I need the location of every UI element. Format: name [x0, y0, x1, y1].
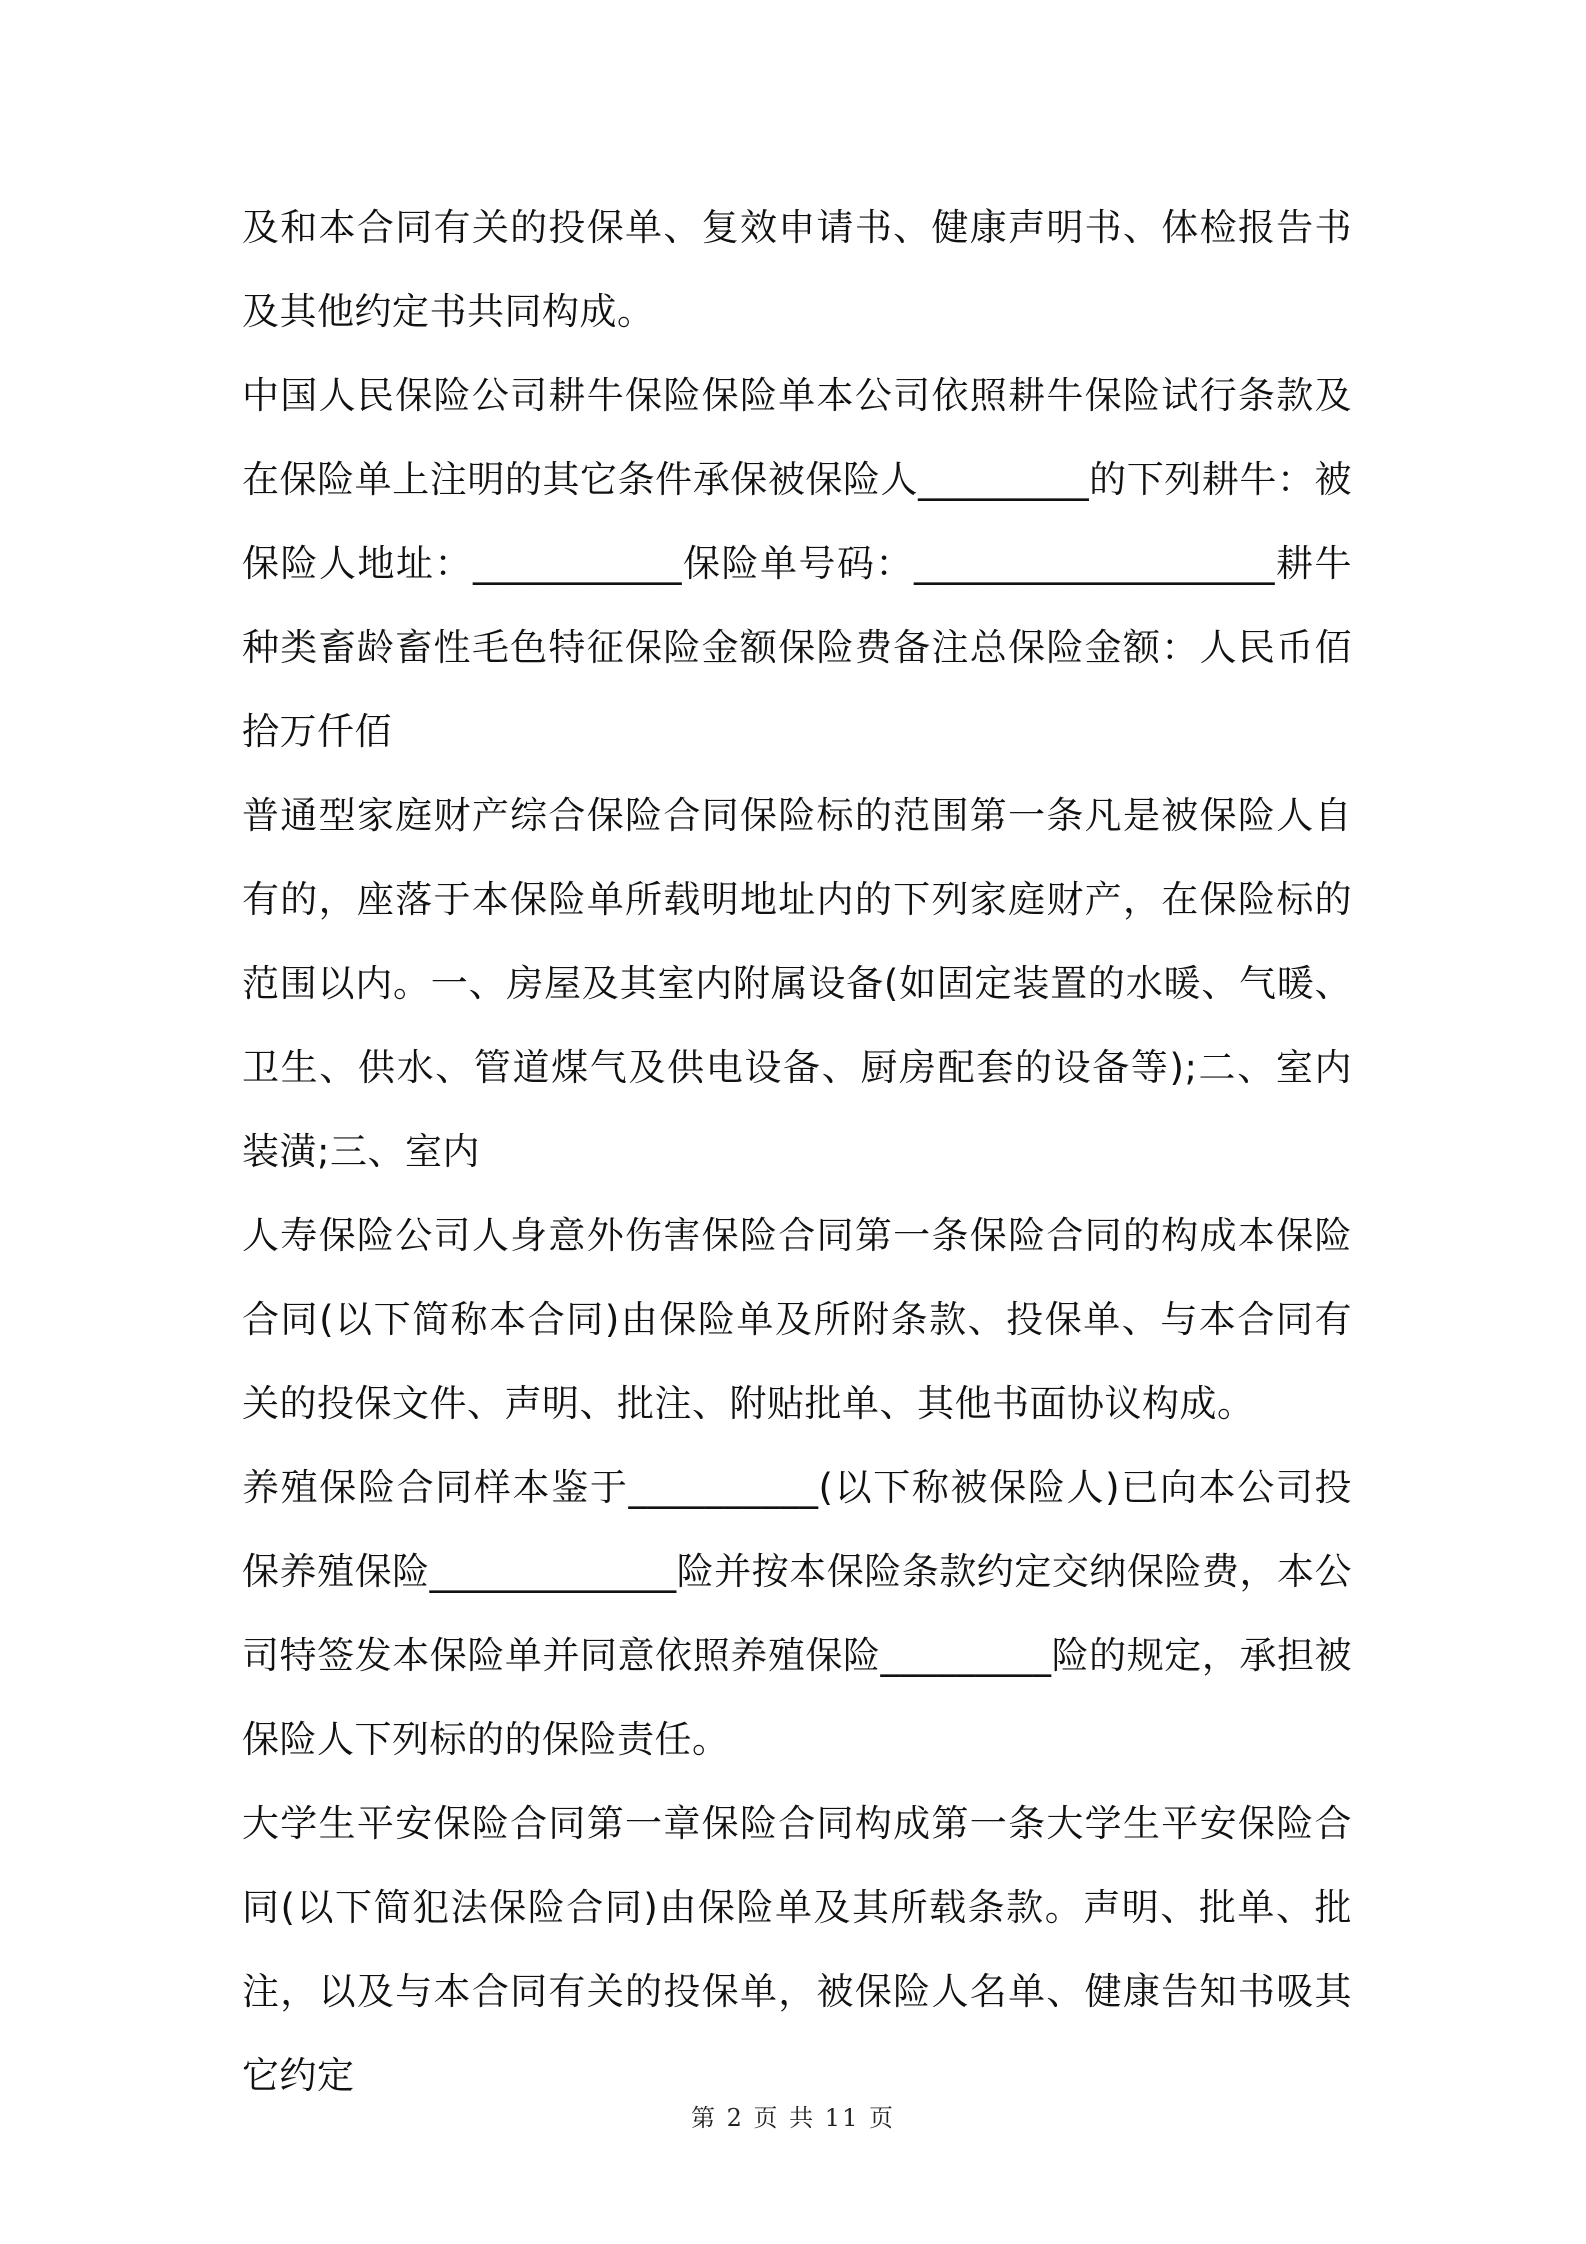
- paragraph-5: 养殖保险合同样本鉴于__________(以下称被保险人)已向本公司投保养殖保险_____________险并按本保险条款约定交纳保险费，本公司特签发本保险单并同意依照养殖保险_________险的规定，承担被保险人下列标的的保险责任。: [242, 1466, 1352, 1761]
- paragraph-3: 普通型家庭财产综合保险合同保险标的范围第一条凡是被保险人自有的，座落于本保险单所载明地址内的下列家庭财产，在保险标的范围以内。一、房屋及其室内附属设备(如固定装置的水暖、气暖、卫生、供水、管道煤气及供电设备、厨房配套的设备等);二、室内装潢;三、室内: [242, 794, 1352, 1173]
- paragraph-2: 中国人民保险公司耕牛保险保险单本公司依照耕牛保险试行条款及在保险单上注明的其它条件承保被保险人_________的下列耕牛：被保险人地址：___________保险单号码：___________________耕牛种类畜龄畜性毛色特征保险金额保险费备注总保险金额：人民币佰拾万仟佰: [242, 374, 1352, 753]
- document-body: [242, 186, 1352, 2118]
- paragraph-1: 及和本合同有关的投保单、复效申请书、健康声明书、体检报告书及其他约定书共同构成。: [242, 206, 1352, 333]
- paragraph-6: 大学生平安保险合同第一章保险合同构成第一条大学生平安保险合同(以下简犯法保险合同)由保险单及其所载条款。声明、批单、批注，以及与本合同有关的投保单，被保险人名单、健康告知书吸其它约定: [242, 1802, 1352, 2097]
- paragraph-4: 人寿保险公司人身意外伤害保险合同第一条保险合同的构成本保险合同(以下简称本合同)由保险单及所附条款、投保单、与本合同有关的投保文件、声明、批注、附贴批单、其他书面协议构成。: [242, 1214, 1352, 1425]
- page-number-footer: 第 2 页 共 11 页: [691, 2104, 895, 2132]
